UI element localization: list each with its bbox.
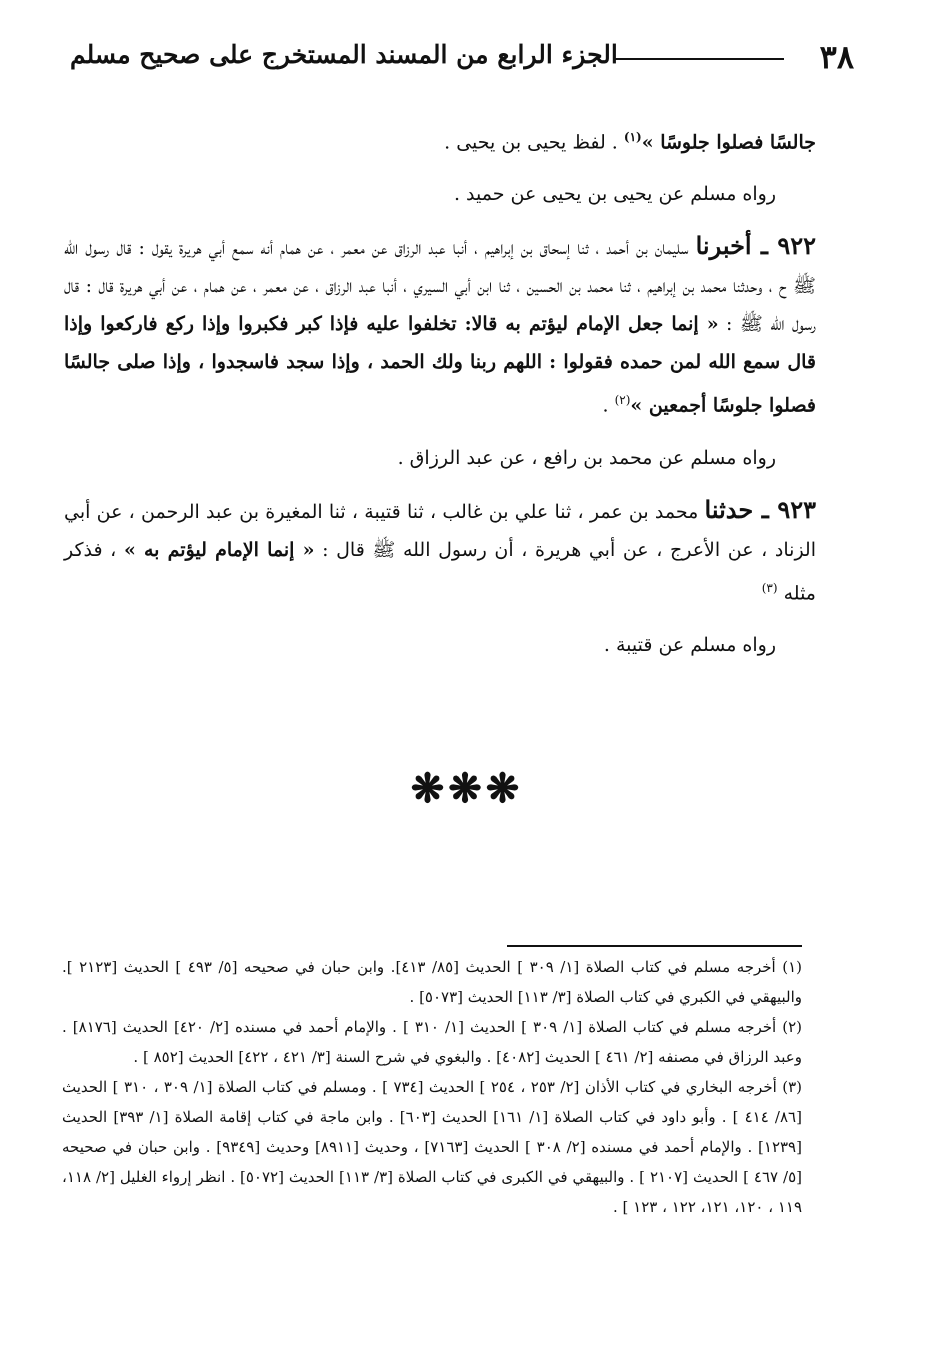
hadith-923-chain: محمد بن عمر ، ثنا علي بن غالب ، ثنا قتيبة ، ثنا المغيرة بن عبد الرحمن ، عن أبي الزناد ، عن الأعرج ، عن أبي هريرة ، أن رسول الله ﷺ قال : — [64, 500, 816, 561]
footnote-rule — [507, 945, 802, 947]
footnote-1: (١) أخرجه مسلم في كتاب الصلاة [١/ ٣٠٩ ] الحديث [٨٥/ ٤١٣]. وابن حبان في صحيحه [٥/ ٤٩٣ ] الحديث [٢١٢٣ ]. والبيهقي في الكبري في كتاب الصلاة [٣/ ١١٣] الحديث [٥٠٧٣] . — [62, 958, 802, 1006]
hadith-923-matn: « إنما الإمام ليؤتم به » — [123, 538, 315, 561]
continued-line — [64, 118, 816, 161]
page-number: ٣٨ — [819, 38, 854, 76]
continued-matn: جالسًا فصلوا جلوسًا » — [641, 131, 816, 154]
riwaya-line-1: رواه مسلم عن يحيى بن يحيى عن حميد . — [453, 183, 776, 206]
running-title: الجزء الرابع من المسند المستخرج على صحيح مسلم — [70, 40, 618, 69]
footnotes — [62, 952, 802, 1222]
footnote-ref-2: (٢) — [614, 393, 631, 408]
main-text — [64, 118, 816, 664]
page-header — [70, 38, 854, 88]
riwaya-line-3: رواه مسلم عن قتيبة . — [603, 633, 776, 656]
hadith-922-end: . — [602, 394, 615, 417]
footnote-ref-1: (١) — [623, 130, 642, 144]
footnote-2: (٢) أخرجه مسلم في كتاب الصلاة [١/ ٣٠٩ ] الحديث [١/ ٣١٠ ] . والإمام أحمد في مسنده [٢/ ٤٢٠] الحديث [٨١٧٦] . وعبد الرزاق في مصنفه [٢/ ٤٦١ ] الحديث [٤٠٨٢] . والبغوي في شرح السنة [٣/ ٤٢١ ، ٤٢٢] الحديث [٨٥٢ ] . — [62, 1018, 802, 1066]
section-divider: ❋❋❋ — [410, 765, 524, 812]
hadith-922-chain: سليمان بن أحمد ، ثنا إسحاق بن إبراهيم ، أنبا عبد الرزاق عن معمر ، عن همام أنه سمع أبي هريرة يقول : قال رسول الله ﷺ ح ، وحدثنا محمد بن إبراهيم ، ثنا محمد بن الحسين ، ثنا ابن أبي السيري ، أنبا عبد الرزاق ، عن معمر ، عن همام ، عن أبي هريرة قال : قال رسول الله ﷺ : — [64, 237, 817, 336]
footnote-3: (٣) أخرجه البخاري في كتاب الأذان [٢/ ٢٥٣ ، ٢٥٤ ] الحديث [٧٣٤ ] . ومسلم في كتاب الصلاة [١/ ٣٠٩ ، ٣١٠ ] الحديث [٨٦/ ٤١٤ ] . وأبو داود في كتاب الصلاة [١/ ١٦١] الحديث [٦٠٣] . وابن ماجة في كتاب إقامة الصلاة [١/ ٣٩٣] الحديث [١٢٣٩] . والإمام أحمد في مسنده [٢/ ٣٠٨ ] الحديث [٧١٦٣] ، وحديث [٨٩١١] وحديث [٩٣٤٩] . وابن حبان في صحيحه [٥/ ٤٦٧ ] الحديث [٢١٠٧ ] . والبيهقي في الكبرى في كتاب الصلاة [٣/ ١١٣] الحديث [٥٠٧٢] . انظر إرواء الغليل [٢/ ١١٨، ١١٩ ، ١٢٠، ١٢١، ١٢٢ ، ١٢٣ ] . — [62, 1078, 802, 1216]
hadith-923-number: ٩٢٣ ـ حدثنا — [704, 494, 816, 524]
hadith-923-end: ، فذكر مثله — [64, 538, 816, 604]
footnote-ref-3: (٣) — [761, 580, 778, 595]
hadith-923 — [64, 491, 816, 612]
hadith-922-number: ٩٢٢ ـ أخبرنا — [695, 231, 816, 261]
riwaya-line-2: رواه مسلم عن محمد بن رافع ، عن عبد الرزاق . — [397, 446, 776, 469]
header-rule — [614, 58, 784, 60]
hadith-922 — [64, 227, 816, 424]
hadith-922-matn: « إنما جعل الإمام ليؤتم به قالا: تخلفوا عليه فإذا كبر فكبروا وإذا ركع فاركعوا وإذا قال سمع الله لمن حمده فقولوا : اللهم ربنا ولك الحمد ، وإذا سجد فاسجدوا ، وإذا صلى جالسًا فصلوا جلوسًا أجمعين » — [64, 313, 816, 417]
continued-note: . لفظ يحيى بن يحيى . — [444, 131, 624, 154]
